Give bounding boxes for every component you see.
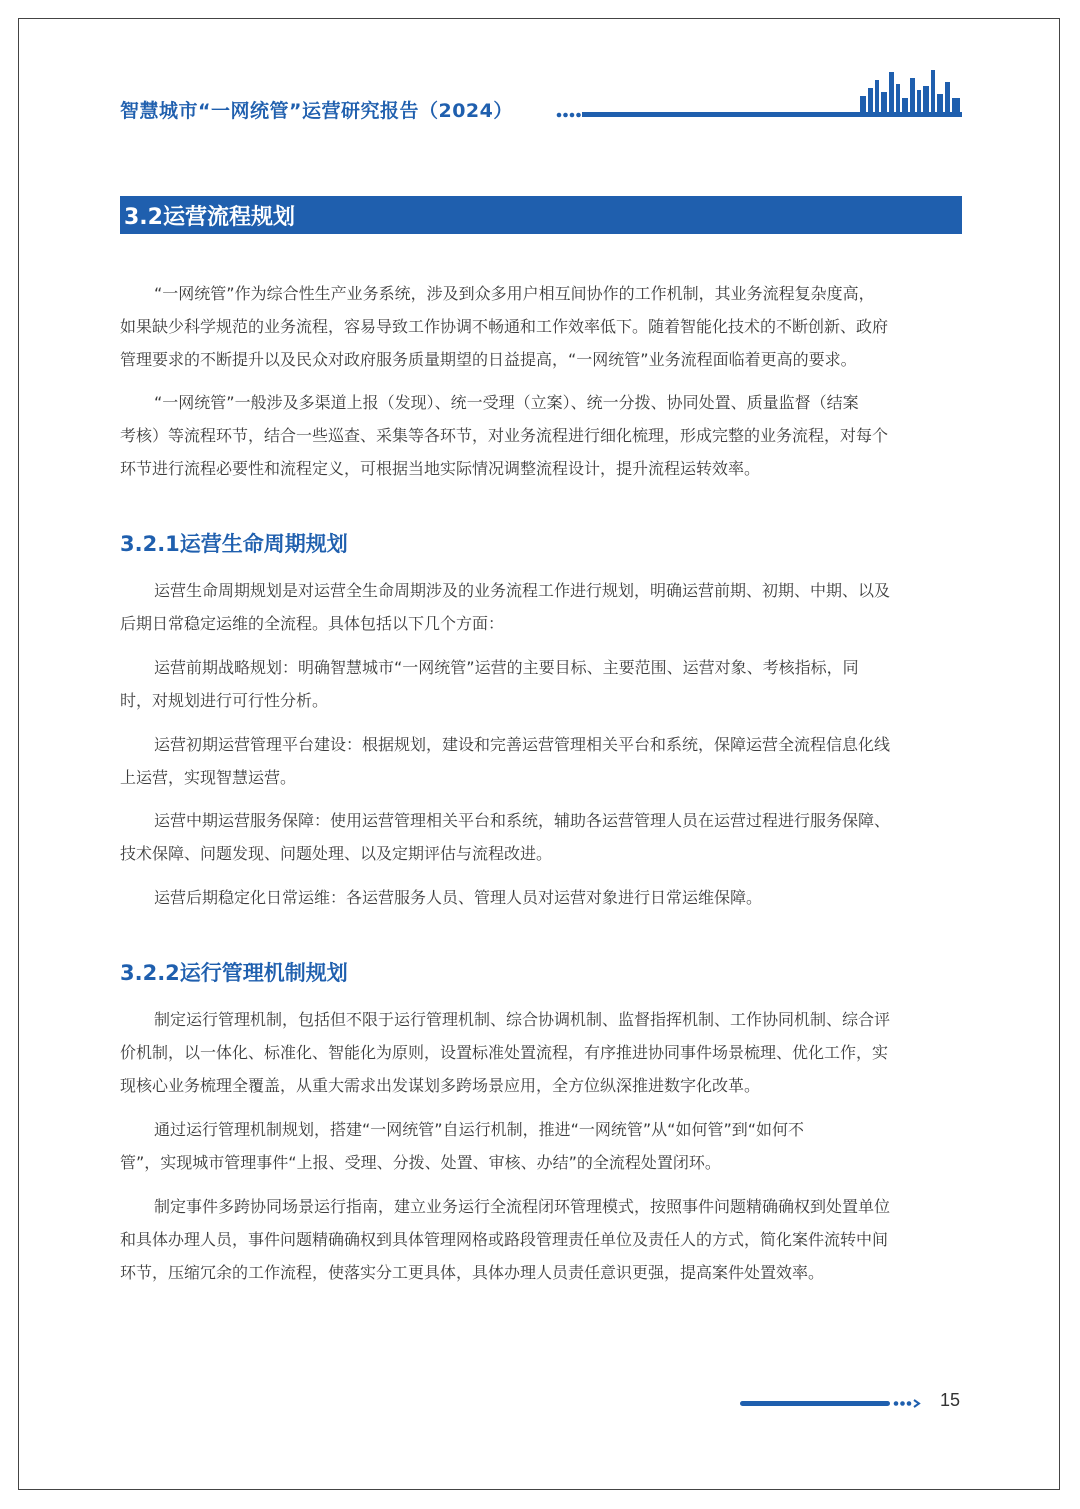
page-number: 15 (940, 1390, 961, 1410)
paragraph-line: 运营后期稳定化日常运维：各运营服务人员、管理人员对运营对象进行日常运维保障。 (154, 888, 763, 907)
paragraph (120, 728, 962, 794)
subsection-title: 3.2.2运行管理机制规划 (120, 961, 348, 985)
paragraph (120, 651, 962, 717)
section-title-bar (120, 196, 962, 234)
subsection-title: 3.2.1运营生命周期规划 (120, 532, 348, 556)
paragraph (120, 1003, 962, 1102)
footer-dots-arrow-icon (893, 1399, 923, 1408)
paragraph-line: 上运营，实现智慧运营。 (120, 768, 297, 787)
section-title: 3.2运营流程规划 (124, 205, 295, 230)
footer-rule (740, 1401, 890, 1406)
paragraph-line: 时，对规划进行可行性分析。 (120, 691, 329, 710)
paragraph (120, 386, 962, 485)
paragraph-line: 现核心业务梳理全覆盖，从重大需求出发谋划多跨场景应用，全方位纵深推进数字化改革。 (120, 1076, 761, 1095)
paragraph-line: 管”，实现城市管理事件“上报、受理、分拨、处置、审核、办结”的全流程处置闭环。 (120, 1153, 721, 1172)
paragraph-line: 和具体办理人员，事件问题精确确权到具体管理网格或路段管理责任单位及责任人的方式，简化案件流转中间 (120, 1230, 889, 1249)
paragraph (120, 804, 962, 870)
city-skyline-icon (858, 68, 962, 116)
paragraph-line: 运营初期运营管理平台建设：根据规划，建设和完善运营管理相关平台和系统，保障运营全流程信息化线 (154, 735, 891, 754)
paragraph-line: 如果缺少科学规范的业务流程，容易导致工作协调不畅通和工作效率低下。随着智能化技术的不断创新、政府 (120, 317, 889, 336)
paragraph (120, 1113, 962, 1179)
report-header-title: 智慧城市“一网统管”运营研究报告（2024） (120, 100, 513, 122)
paragraph-line: 价机制，以一体化、标准化、智能化为原则，设置标准处置流程，有序推进协同事件场景梳理、优化工作，实 (120, 1043, 889, 1062)
paragraph-line: 环节，压缩冗余的工作流程，使落实分工更具体，具体办理人员责任意识更强，提高案件处置效率。 (120, 1263, 825, 1282)
paragraph-line: 考核）等流程环节，结合一些巡查、采集等各环节，对业务流程进行细化梳理，形成完整的业务流程，对每个 (120, 426, 889, 445)
paragraph (120, 881, 962, 914)
paragraph-line: “一网统管”一般涉及多渠道上报（发现）、统一受理（立案）、统一分拨、协同处置、质量监督（结案 (154, 393, 859, 412)
paragraph-line: 运营生命周期规划是对运营全生命周期涉及的业务流程工作进行规划，明确运营前期、初期、中期、以及 (154, 581, 891, 600)
paragraph-line: 制定事件多跨协同场景运行指南，建立业务运行全流程闭环管理模式，按照事件问题精确确权到处置单位 (154, 1197, 891, 1216)
paragraph (120, 1190, 962, 1289)
paragraph-line: 技术保障、问题发现、问题处理、以及定期评估与流程改进。 (120, 844, 553, 863)
paragraph-line: 通过运行管理机制规划，搭建“一网统管”自运行机制，推进“一网统管”从“如何管”到“如何不 (154, 1120, 805, 1139)
paragraph-line: “一网统管”作为综合性生产业务系统，涉及到众多用户相互间协作的工作机制，其业务流程复杂度高， (154, 284, 875, 303)
paragraph-line: 制定运行管理机制，包括但不限于运行管理机制、综合协调机制、监督指挥机制、工作协同机制、综合评 (154, 1010, 891, 1029)
paragraph (120, 574, 962, 640)
paragraph-line: 后期日常稳定运维的全流程。具体包括以下几个方面： (120, 614, 505, 633)
paragraph (120, 277, 962, 376)
paragraph-line: 运营中期运营服务保障：使用运营管理相关平台和系统，辅助各运营管理人员在运营过程进行服务保障、 (154, 811, 891, 830)
paragraph-line: 管理要求的不断提升以及民众对政府服务质量期望的日益提高，“一网统管”业务流程面临着更高的要求。 (120, 350, 857, 369)
paragraph-line: 环节进行流程必要性和流程定义，可根据当地实际情况调整流程设计，提升流程运转效率。 (120, 459, 761, 478)
paragraph-line: 运营前期战略规划：明确智慧城市“一网统管”运营的主要目标、主要范围、运营对象、考核指标，同 (154, 658, 859, 677)
